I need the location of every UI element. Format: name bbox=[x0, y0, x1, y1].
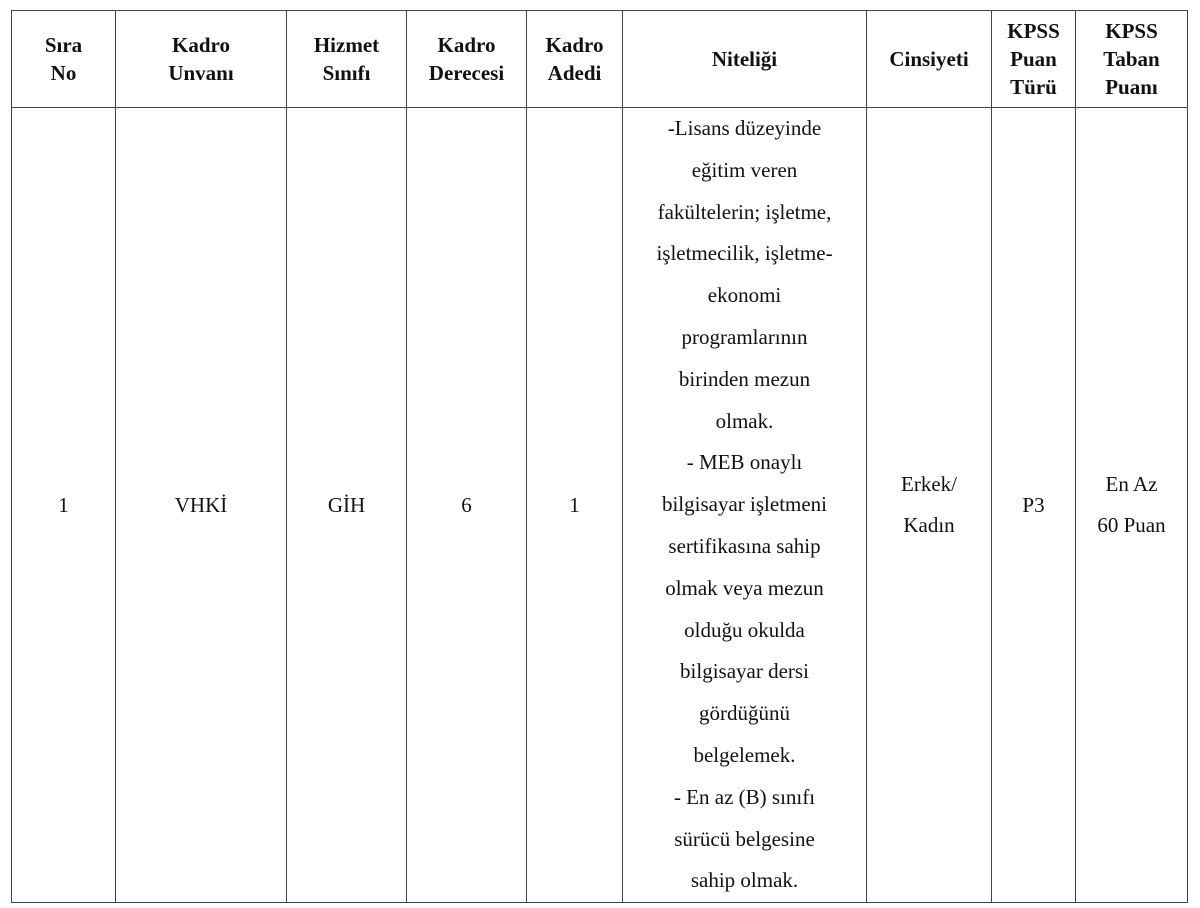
niteligi-line: bilgisayar dersi bbox=[680, 659, 809, 684]
niteligi-line: - En az (B) sınıfı bbox=[673, 784, 816, 809]
cell-cinsiyeti: Erkek/ Kadın bbox=[867, 108, 992, 903]
job-table bbox=[11, 10, 1188, 903]
header-kadro-adedi: Kadro Adedi bbox=[527, 11, 623, 108]
header-sira-no: Sıra No bbox=[12, 11, 116, 108]
header-kadro-derecesi: Kadro Derecesi bbox=[407, 11, 527, 108]
header-hizmet-sinifi: Hizmet Sınıfı bbox=[287, 11, 407, 108]
table-row bbox=[12, 108, 1188, 903]
niteligi-line: sertifikasına sahip bbox=[668, 533, 821, 558]
cell-kadro-derecesi: 6 bbox=[407, 108, 527, 903]
niteligi-line: işletmecilik, işletme- bbox=[656, 241, 833, 266]
niteligi-line: olduğu okulda bbox=[684, 617, 805, 642]
niteligi-line: olmak. bbox=[715, 408, 774, 433]
niteligi-line: ekonomi bbox=[707, 283, 782, 308]
niteligi-line: fakültelerin; işletme, bbox=[657, 199, 832, 224]
niteligi-line: programlarının bbox=[681, 324, 808, 349]
header-kpss-puan-turu: KPSS Puan Türü bbox=[992, 11, 1076, 108]
niteligi-line: -Lisans düzeyinde bbox=[667, 116, 822, 140]
niteligi-line: sürücü belgesine bbox=[674, 826, 815, 851]
cell-niteligi bbox=[623, 108, 867, 903]
niteligi-line: sahip olmak. bbox=[690, 868, 799, 893]
header-cinsiyeti: Cinsiyeti bbox=[867, 11, 992, 108]
cell-kadro-unvani: VHKİ bbox=[116, 108, 287, 903]
header-row bbox=[12, 11, 1188, 108]
niteligi-line: belgelemek. bbox=[693, 742, 796, 767]
cell-hizmet-sinifi: GİH bbox=[287, 108, 407, 903]
cell-kpss-taban-puani: En Az 60 Puan bbox=[1076, 108, 1188, 903]
cell-kpss-puan-turu: P3 bbox=[992, 108, 1076, 903]
header-kpss-taban-puani: KPSS Taban Puanı bbox=[1076, 11, 1188, 108]
niteligi-line: birinden mezun bbox=[678, 366, 811, 391]
niteligi-line: - MEB onaylı bbox=[686, 450, 803, 475]
header-kadro-unvani: Kadro Unvanı bbox=[116, 11, 287, 108]
niteligi-line: olmak veya mezun bbox=[665, 575, 824, 600]
cell-kadro-adedi: 1 bbox=[527, 108, 623, 903]
niteligi-line: gördüğünü bbox=[699, 701, 790, 726]
niteligi-line: bilgisayar işletmeni bbox=[661, 492, 828, 517]
header-niteligi: Niteliği bbox=[623, 11, 867, 108]
niteligi-line: eğitim veren bbox=[691, 157, 798, 182]
cell-sira-no: 1 bbox=[12, 108, 116, 903]
